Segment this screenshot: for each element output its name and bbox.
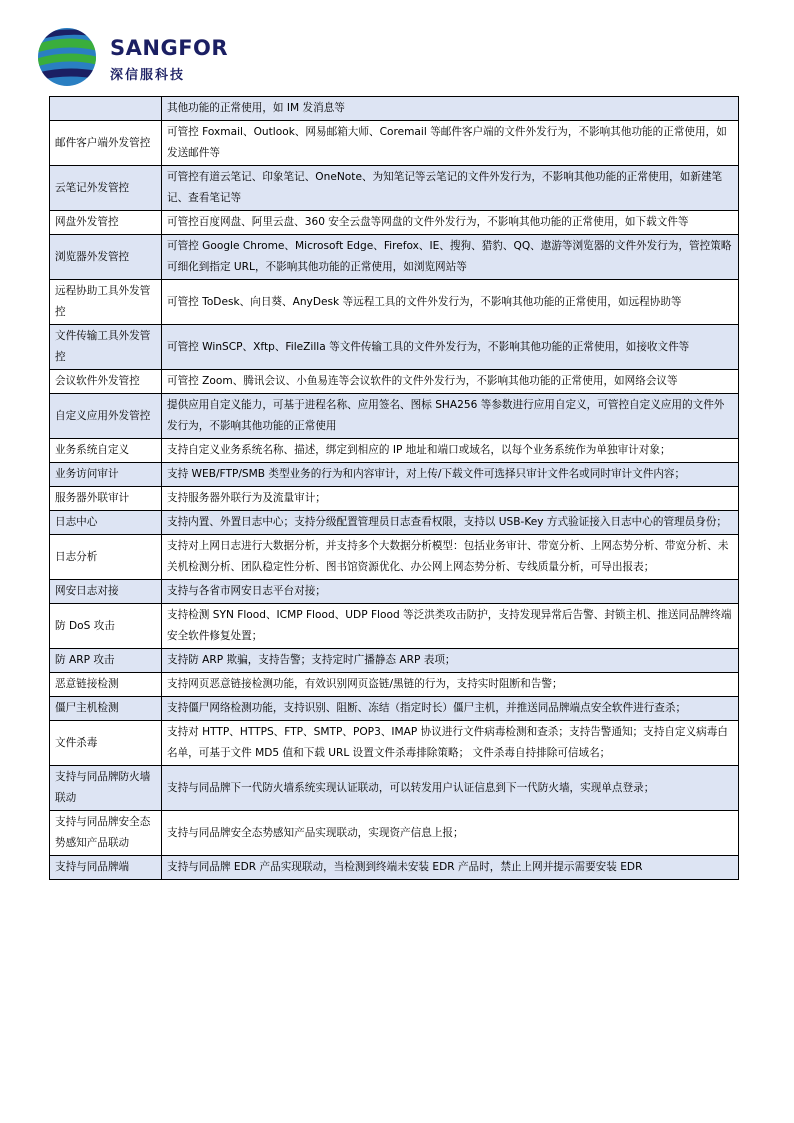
feature-name-cell: 日志中心 bbox=[50, 511, 162, 535]
feature-name-cell: 防 ARP 攻击 bbox=[50, 649, 162, 673]
feature-name-cell: 支持与同品牌安全态势感知产品联动 bbox=[50, 811, 162, 856]
feature-name-cell: 邮件客户端外发管控 bbox=[50, 121, 162, 166]
table-row bbox=[50, 370, 739, 394]
feature-description-cell: 其他功能的正常使用，如 IM 发消息等 bbox=[162, 97, 739, 121]
table-row bbox=[50, 511, 739, 535]
table-row bbox=[50, 856, 739, 880]
feature-name-cell: 支持与同品牌端 bbox=[50, 856, 162, 880]
table-row bbox=[50, 166, 739, 211]
feature-name-cell: 业务系统自定义 bbox=[50, 439, 162, 463]
feature-description-cell: 可管控 Google Chrome、Microsoft Edge、Firefox、IE、搜狗、猎豹、QQ、遨游等浏览器的文件外发行为，管控策略可细化到指定 URL，不影响其他功能的正常使用，如浏览网站等 bbox=[162, 235, 739, 280]
table-row bbox=[50, 580, 739, 604]
spec-table-body bbox=[50, 97, 739, 880]
table-row bbox=[50, 487, 739, 511]
feature-description-cell: 支持检测 SYN Flood、ICMP Flood、UDP Flood 等泛洪类攻击防护，支持发现异常后告警、封锁主机、推送同品牌终端安全软件修复处置； bbox=[162, 604, 739, 649]
feature-description-cell: 可管控百度网盘、阿里云盘、360 安全云盘等网盘的文件外发行为，不影响其他功能的正常使用，如下载文件等 bbox=[162, 211, 739, 235]
feature-description-cell: 提供应用自定义能力，可基于进程名称、应用签名、图标 SHA256 等参数进行应用自定义，可管控自定义应用的文件外发行为，不影响其他功能的正常使用 bbox=[162, 394, 739, 439]
feature-description-cell: 支持 WEB/FTP/SMB 类型业务的行为和内容审计，对上传/下载文件可选择只审计文件名或同时审计文件内容； bbox=[162, 463, 739, 487]
feature-name-cell: 浏览器外发管控 bbox=[50, 235, 162, 280]
table-row bbox=[50, 604, 739, 649]
table-row bbox=[50, 697, 739, 721]
feature-name-cell: 文件杀毒 bbox=[50, 721, 162, 766]
table-row bbox=[50, 463, 739, 487]
feature-description-cell: 支持与同品牌 EDR 产品实现联动，当检测到终端未安装 EDR 产品时，禁止上网并提示需要安装 EDR bbox=[162, 856, 739, 880]
feature-description-cell: 支持服务器外联行为及流量审计； bbox=[162, 487, 739, 511]
feature-name-cell: 防 DoS 攻击 bbox=[50, 604, 162, 649]
table-row bbox=[50, 649, 739, 673]
table-row bbox=[50, 235, 739, 280]
feature-name-cell: 自定义应用外发管控 bbox=[50, 394, 162, 439]
feature-name-cell: 远程协助工具外发管控 bbox=[50, 280, 162, 325]
feature-name-cell: 业务访问审计 bbox=[50, 463, 162, 487]
table-row bbox=[50, 673, 739, 697]
brand-name-cn: 深信服科技 bbox=[110, 68, 186, 83]
feature-name-cell bbox=[50, 97, 162, 121]
table-row bbox=[50, 280, 739, 325]
table-row bbox=[50, 766, 739, 811]
feature-description-cell: 支持对 HTTP、HTTPS、FTP、SMTP、POP3、IMAP 协议进行文件病毒检测和查杀；支持告警通知；支持自定义病毒白名单，可基于文件 MD5 值和下载 URL 设置文件杀毒排除策略； 文件杀毒自持排除可信域名； bbox=[162, 721, 739, 766]
feature-description-cell: 支持与同品牌安全态势感知产品实现联动，实现资产信息上报； bbox=[162, 811, 739, 856]
feature-name-cell: 云笔记外发管控 bbox=[50, 166, 162, 211]
feature-description-cell: 支持僵尸网络检测功能，支持识别、阻断、冻结（指定时长）僵尸主机，并推送同品牌端点安全软件进行查杀； bbox=[162, 697, 739, 721]
table-row bbox=[50, 97, 739, 121]
feature-description-cell: 支持内置、外置日志中心；支持分级配置管理员日志查看权限，支持以 USB-Key 方式验证接入日志中心的管理员身份； bbox=[162, 511, 739, 535]
sangfor-logo-icon bbox=[36, 26, 98, 88]
feature-name-cell: 僵尸主机检测 bbox=[50, 697, 162, 721]
table-row bbox=[50, 325, 739, 370]
feature-name-cell: 服务器外联审计 bbox=[50, 487, 162, 511]
table-row bbox=[50, 535, 739, 580]
feature-description-cell: 支持对上网日志进行大数据分析，并支持多个大数据分析模型：包括业务审计、带宽分析、上网态势分析、带宽分析、未关机检测分析、团队稳定性分析、图书馆资源优化、办公网上网态势分析、专线质量分析，可导出报表； bbox=[162, 535, 739, 580]
spec-table bbox=[49, 96, 739, 880]
feature-name-cell: 网安日志对接 bbox=[50, 580, 162, 604]
feature-description-cell: 可管控 Foxmail、Outlook、网易邮箱大师、Coremail 等邮件客户端的文件外发行为，不影响其他功能的正常使用，如发送邮件等 bbox=[162, 121, 739, 166]
feature-description-cell: 可管控有道云笔记、印象笔记、OneNote、为知笔记等云笔记的文件外发行为，不影响其他功能的正常使用，如新建笔记、查看笔记等 bbox=[162, 166, 739, 211]
feature-description-cell: 支持防 ARP 欺骗，支持告警；支持定时广播静态 ARP 表项； bbox=[162, 649, 739, 673]
feature-description-cell: 支持与各省市网安日志平台对接； bbox=[162, 580, 739, 604]
feature-name-cell: 支持与同品牌防火墙联动 bbox=[50, 766, 162, 811]
table-row bbox=[50, 439, 739, 463]
table-row bbox=[50, 394, 739, 439]
feature-name-cell: 文件传输工具外发管控 bbox=[50, 325, 162, 370]
feature-description-cell: 可管控 ToDesk、向日葵、AnyDesk 等远程工具的文件外发行为，不影响其他功能的正常使用，如远程协助等 bbox=[162, 280, 739, 325]
feature-description-cell: 支持与同品牌下一代防火墙系统实现认证联动，可以转发用户认证信息到下一代防火墙，实现单点登录； bbox=[162, 766, 739, 811]
page-header bbox=[36, 26, 296, 90]
feature-description-cell: 支持网页恶意链接检测功能，有效识别网页盗链/黑链的行为，支持实时阻断和告警； bbox=[162, 673, 739, 697]
table-row bbox=[50, 121, 739, 166]
table-row bbox=[50, 211, 739, 235]
feature-name-cell: 恶意链接检测 bbox=[50, 673, 162, 697]
feature-name-cell: 会议软件外发管控 bbox=[50, 370, 162, 394]
table-row bbox=[50, 811, 739, 856]
feature-description-cell: 可管控 WinSCP、Xftp、FileZilla 等文件传输工具的文件外发行为，不影响其他功能的正常使用，如接收文件等 bbox=[162, 325, 739, 370]
feature-description-cell: 支持自定义业务系统名称、描述，绑定到相应的 IP 地址和端口或域名，以每个业务系统作为单独审计对象； bbox=[162, 439, 739, 463]
table-row bbox=[50, 721, 739, 766]
feature-name-cell: 日志分析 bbox=[50, 535, 162, 580]
feature-name-cell: 网盘外发管控 bbox=[50, 211, 162, 235]
brand-name-en: SANGFOR bbox=[110, 36, 229, 60]
feature-description-cell: 可管控 Zoom、腾讯会议、小鱼易连等会议软件的文件外发行为，不影响其他功能的正常使用，如网络会议等 bbox=[162, 370, 739, 394]
